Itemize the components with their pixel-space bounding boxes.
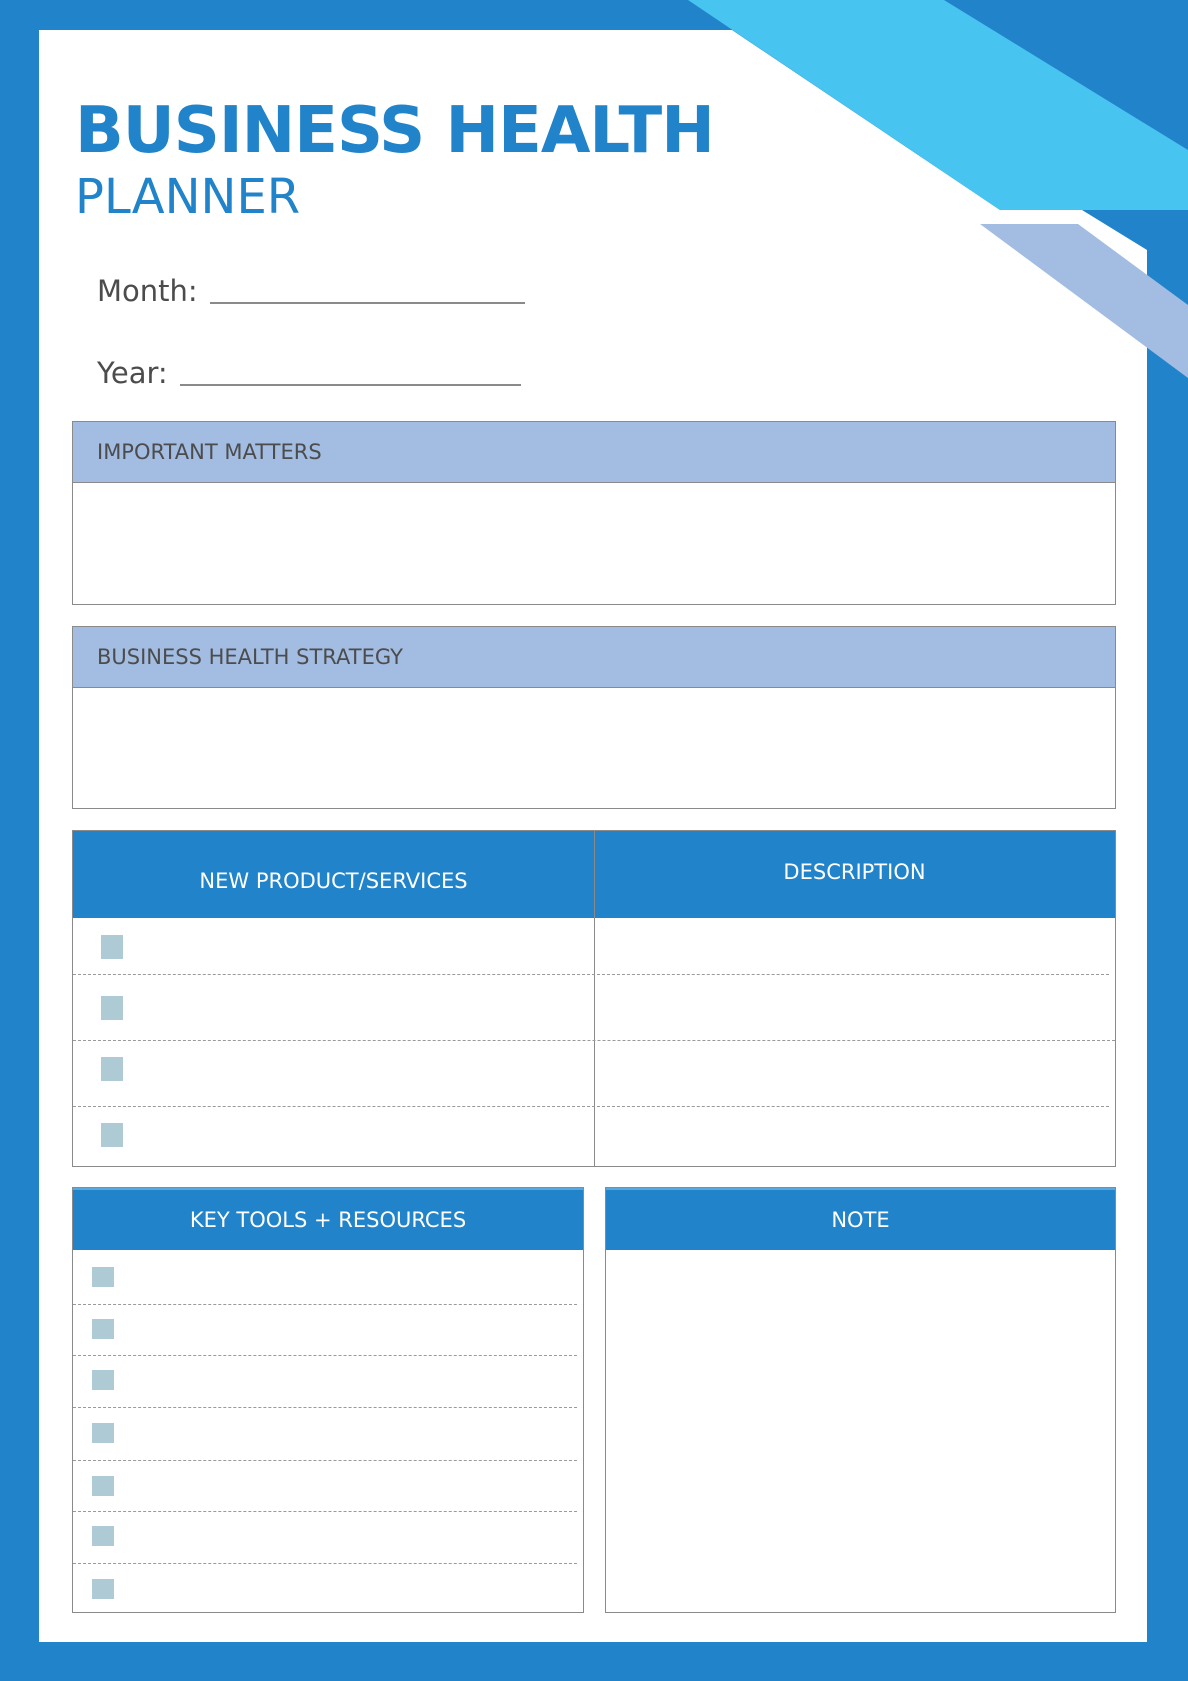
product-row[interactable] xyxy=(73,1106,594,1167)
strategy-header: BUSINESS HEALTH STRATEGY xyxy=(73,627,1115,688)
note-box xyxy=(605,1187,1116,1613)
product-row[interactable] xyxy=(73,1040,594,1106)
checkbox[interactable] xyxy=(92,1267,114,1287)
tool-row[interactable] xyxy=(73,1460,583,1511)
note-header: NOTE xyxy=(606,1188,1115,1250)
product-row[interactable] xyxy=(73,974,594,1040)
strategy-area[interactable] xyxy=(73,688,1115,808)
tool-row[interactable] xyxy=(73,1355,583,1407)
page-subtitle: PLANNER xyxy=(75,169,301,225)
checkbox[interactable] xyxy=(92,1319,114,1339)
tools-header: KEY TOOLS + RESOURCES xyxy=(73,1188,583,1250)
month-field[interactable] xyxy=(97,274,525,308)
year-input-line[interactable] xyxy=(180,384,521,386)
checkbox[interactable] xyxy=(101,1057,123,1081)
year-field[interactable] xyxy=(97,356,521,390)
checkbox[interactable] xyxy=(92,1526,114,1546)
important-matters-area[interactable] xyxy=(73,483,1115,604)
checkbox[interactable] xyxy=(92,1476,114,1496)
tools-box xyxy=(72,1187,584,1613)
tool-row[interactable] xyxy=(73,1407,583,1460)
products-table xyxy=(72,830,1116,1167)
tool-row[interactable] xyxy=(73,1304,583,1355)
important-matters-box xyxy=(72,421,1116,605)
tool-row[interactable] xyxy=(73,1563,583,1613)
description-col-header: DESCRIPTION xyxy=(594,831,1115,918)
checkbox[interactable] xyxy=(92,1423,114,1443)
product-row[interactable] xyxy=(73,918,594,974)
checkbox[interactable] xyxy=(92,1579,114,1599)
checkbox[interactable] xyxy=(92,1370,114,1390)
checkbox[interactable] xyxy=(101,935,123,959)
strategy-box xyxy=(72,626,1116,809)
important-matters-header: IMPORTANT MATTERS xyxy=(73,422,1115,483)
tool-row[interactable] xyxy=(73,1511,583,1563)
year-label: Year: xyxy=(97,356,168,390)
checkbox[interactable] xyxy=(101,1123,123,1147)
description-area[interactable] xyxy=(594,918,1116,1167)
products-col-header: NEW PRODUCT/SERVICES xyxy=(73,831,594,918)
month-input-line[interactable] xyxy=(210,302,525,304)
month-label: Month: xyxy=(97,274,198,308)
tool-row[interactable] xyxy=(73,1250,583,1304)
note-area[interactable] xyxy=(606,1250,1115,1612)
checkbox[interactable] xyxy=(101,996,123,1020)
page-title: BUSINESS HEALTH xyxy=(75,94,714,168)
